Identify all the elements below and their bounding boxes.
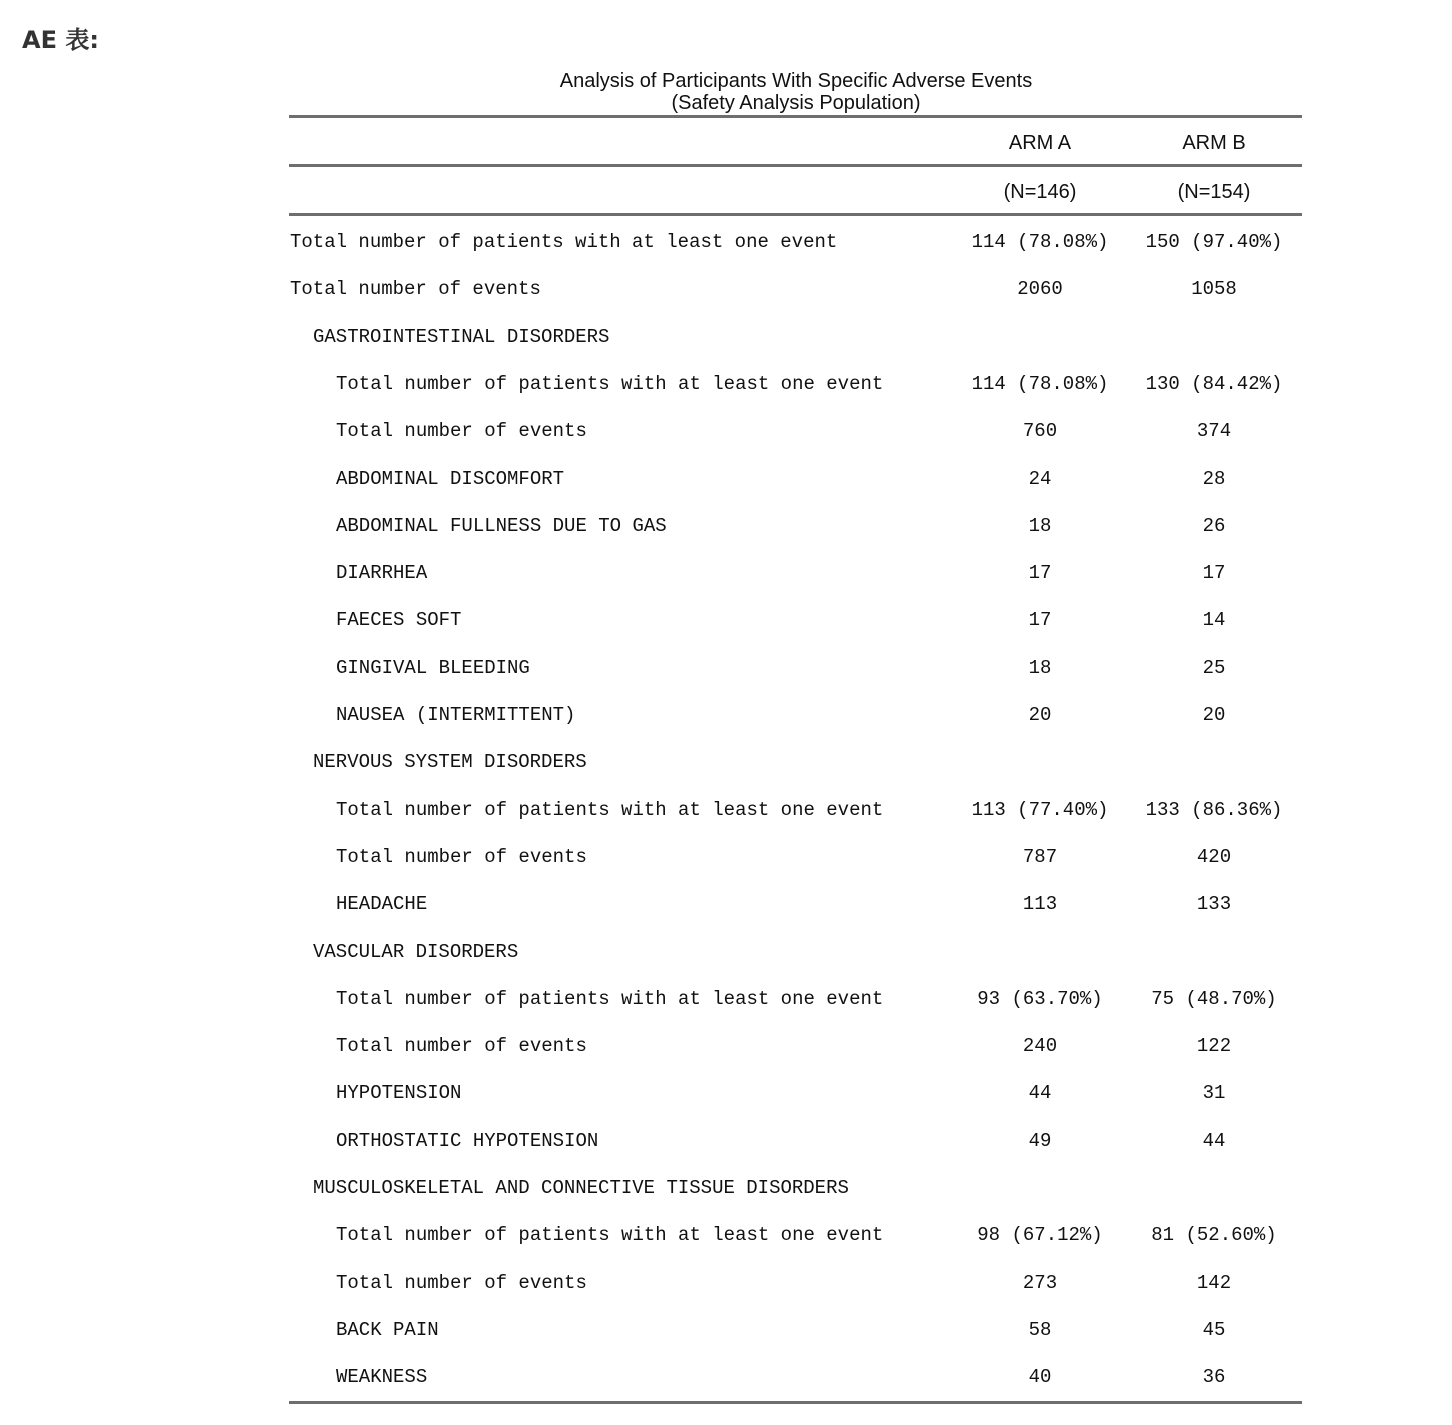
cell-arm-a: 44 (1028, 1082, 1052, 1105)
column-n-arm-b: (N=154) (1177, 181, 1251, 203)
category-label: VASCULAR DISORDERS (313, 940, 519, 963)
cell-arm-a: 114 (78.08%) (971, 231, 1109, 253)
row-label: Total number of patients with at least one event (336, 798, 884, 821)
cell-arm-a: 787 (1022, 845, 1058, 868)
cell-arm-b: 420 (1196, 845, 1232, 868)
table-row (0, 515, 1452, 545)
cell-arm-a: 18 (1028, 656, 1052, 679)
header-rule (289, 164, 1302, 167)
table-row (0, 468, 1452, 498)
table-row (0, 799, 1452, 829)
cell-arm-b: 1058 (1191, 278, 1237, 301)
body-top-rule (289, 213, 1302, 216)
cell-arm-a: 93 (63.70%) (977, 987, 1103, 1010)
column-header-arm-a: ARM A (1008, 132, 1072, 154)
cell-arm-a: 273 (1022, 1271, 1058, 1294)
table-row (0, 1224, 1452, 1254)
cell-arm-b: 81 (52.60%) (1151, 1224, 1277, 1247)
table-row (0, 941, 1452, 971)
cell-arm-a: 113 (77.40%) (971, 798, 1109, 821)
row-label: HEADACHE (336, 893, 428, 916)
cell-arm-a: 114 (78.08%) (971, 372, 1109, 395)
cell-arm-b: 26 (1202, 514, 1226, 537)
cell-arm-a: 760 (1022, 420, 1058, 443)
table-row (0, 326, 1452, 356)
cell-arm-b: 17 (1202, 562, 1226, 585)
cell-arm-b: 44 (1202, 1129, 1226, 1152)
category-label: NERVOUS SYSTEM DISORDERS (313, 751, 587, 774)
row-label: BACK PAIN (336, 1318, 439, 1341)
table-row (0, 231, 1452, 261)
page-heading: AE 表: (22, 26, 99, 54)
table-row (0, 988, 1452, 1018)
table-subtitle: (Safety Analysis Population) (671, 92, 921, 114)
table-row (0, 893, 1452, 923)
cell-arm-b: 75 (48.70%) (1151, 987, 1277, 1010)
table-row (0, 1272, 1452, 1302)
table-row (0, 1177, 1452, 1207)
top-rule (289, 115, 1302, 118)
row-label: Total number of events (290, 278, 541, 301)
row-label: Total number of patients with at least one event (336, 987, 884, 1010)
row-label: ABDOMINAL FULLNESS DUE TO GAS (336, 514, 667, 537)
category-label: MUSCULOSKELETAL AND CONNECTIVE TISSUE DISORDERS (313, 1177, 849, 1199)
table-row (0, 278, 1452, 308)
row-label: GINGIVAL BLEEDING (336, 656, 530, 679)
row-label: Total number of patients with at least one event (336, 372, 884, 395)
row-label: Total number of events (336, 420, 587, 443)
cell-arm-b: 25 (1202, 656, 1226, 679)
cell-arm-a: 98 (67.12%) (977, 1224, 1103, 1247)
cell-arm-b: 150 (97.40%) (1145, 231, 1283, 253)
cell-arm-a: 49 (1028, 1129, 1052, 1152)
cell-arm-a: 58 (1028, 1318, 1052, 1341)
row-label: NAUSEA (INTERMITTENT) (336, 704, 576, 726)
cell-arm-a: 17 (1028, 609, 1052, 632)
table-row (0, 562, 1452, 592)
table-row (0, 704, 1452, 734)
cell-arm-b: 374 (1196, 420, 1232, 443)
row-label: Total number of patients with at least one event (290, 231, 838, 253)
table-row (0, 1366, 1452, 1396)
cell-arm-b: 45 (1202, 1318, 1226, 1341)
cell-arm-a: 40 (1028, 1366, 1052, 1389)
category-label: GASTROINTESTINAL DISORDERS (313, 325, 610, 348)
row-label: HYPOTENSION (336, 1082, 462, 1105)
row-label: FAECES SOFT (336, 609, 462, 632)
table-title-block (290, 70, 1302, 114)
cell-arm-a: 20 (1028, 704, 1052, 726)
cell-arm-b: 36 (1202, 1366, 1226, 1389)
bottom-rule (289, 1401, 1302, 1404)
table-row (0, 609, 1452, 639)
row-label: WEAKNESS (336, 1366, 428, 1389)
row-label: Total number of events (336, 1271, 587, 1294)
cell-arm-a: 18 (1028, 514, 1052, 537)
column-header-arm-b: ARM B (1182, 132, 1246, 154)
cell-arm-b: 28 (1202, 467, 1226, 490)
table-row (0, 657, 1452, 687)
cell-arm-b: 142 (1196, 1271, 1232, 1294)
cell-arm-b: 130 (84.42%) (1145, 372, 1283, 395)
cell-arm-b: 31 (1202, 1082, 1226, 1105)
cell-arm-b: 122 (1196, 1035, 1232, 1058)
table-row (0, 1035, 1452, 1065)
row-label: Total number of events (336, 1035, 587, 1058)
cell-arm-a: 17 (1028, 562, 1052, 585)
table-row (0, 420, 1452, 450)
table-title: Analysis of Participants With Specific Adverse Events (559, 70, 1033, 92)
table-row (0, 1319, 1452, 1349)
cell-arm-b: 20 (1202, 704, 1226, 726)
cell-arm-b: 14 (1202, 609, 1226, 632)
table-row (0, 846, 1452, 876)
row-label: Total number of patients with at least one event (336, 1224, 884, 1247)
row-label: ABDOMINAL DISCOMFORT (336, 467, 565, 490)
cell-arm-a: 2060 (1017, 278, 1063, 301)
row-label: DIARRHEA (336, 562, 428, 585)
row-label: ORTHOSTATIC HYPOTENSION (336, 1129, 599, 1152)
table-row (0, 1082, 1452, 1112)
cell-arm-b: 133 (86.36%) (1145, 798, 1283, 821)
table-row (0, 1130, 1452, 1160)
column-n-arm-a: (N=146) (1003, 181, 1077, 203)
row-label: Total number of events (336, 845, 587, 868)
cell-arm-b: 133 (1196, 893, 1232, 916)
table-row (0, 751, 1452, 781)
cell-arm-a: 24 (1028, 467, 1052, 490)
table-row (0, 373, 1452, 403)
cell-arm-a: 240 (1022, 1035, 1058, 1058)
cell-arm-a: 113 (1022, 893, 1058, 916)
